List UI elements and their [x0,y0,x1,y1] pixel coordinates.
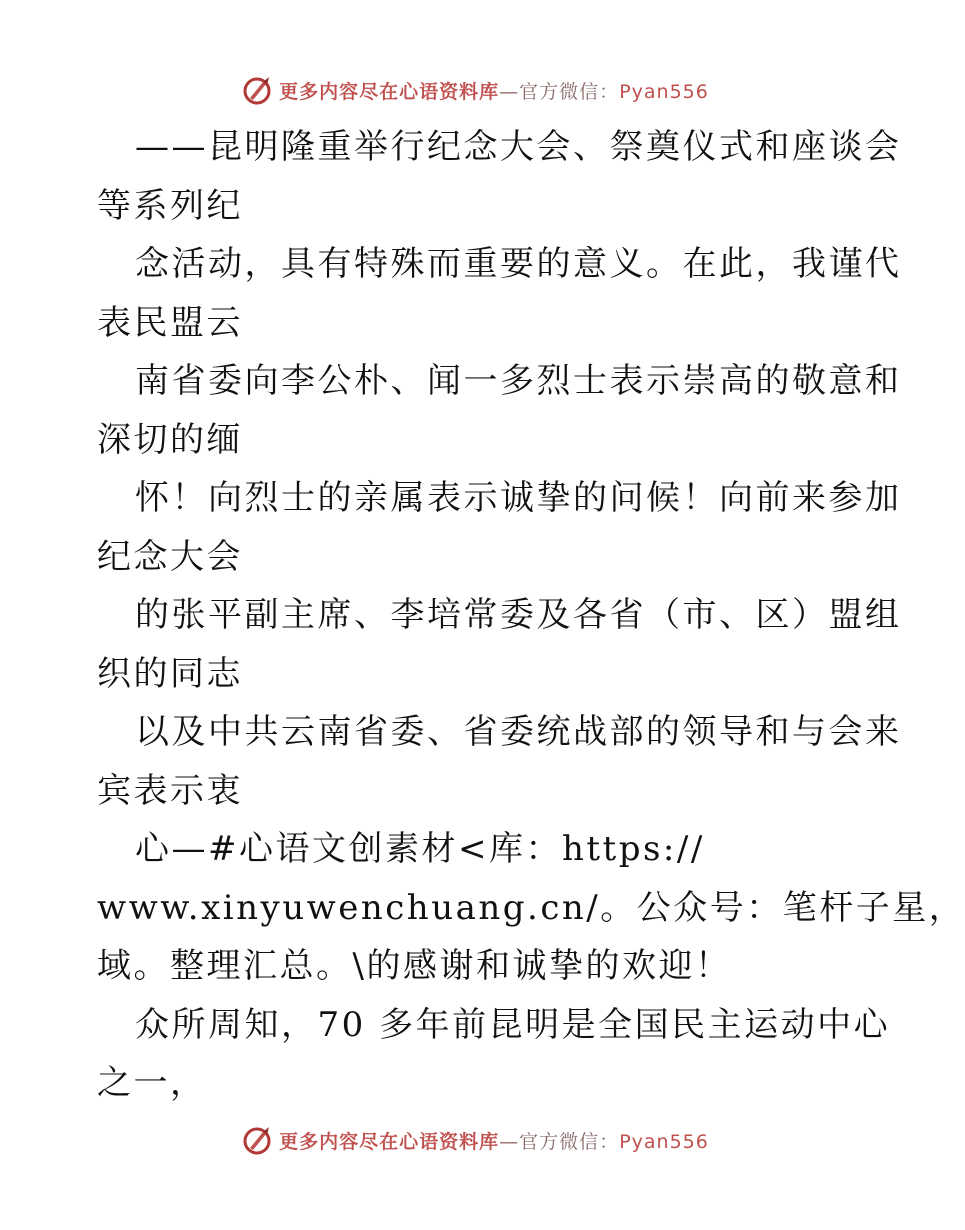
text-line: 之一， [97,1063,207,1103]
banner-main-text: 更多内容尽在心语资料库 [279,1130,500,1153]
text-line: ——昆明隆重举行纪念大会、祭奠仪式和座谈会 [135,127,902,167]
document-body [97,118,965,1113]
quill-logo-icon [241,74,273,106]
banner-wechat-id: Pyan556 [619,1130,709,1153]
text-line: 怀！向烈士的亲属表示诚挚的问候！向前来参加 [135,478,902,518]
text-line: 的张平副主席、李培常委及各省（市、区）盟组 [135,595,902,635]
text-line: 织的同志 [97,653,243,694]
text-line: 南省委向李公朴、闻一多烈士表示崇高的敬意和 [135,361,902,401]
text-line: 域。整理汇总。\的感谢和诚挚的欢迎！ [97,946,732,986]
text-line: 心—#心语文创素材<库：https:// [135,829,705,869]
banner-main-text: 更多内容尽在心语资料库 [279,80,500,103]
text-line: 纪念大会 [97,536,243,577]
banner-wechat-label: 官方微信： [519,80,620,103]
text-line: 念活动，具有特殊而重要的意义。在此，我谨代 [135,244,902,284]
banner-separator: — [499,80,520,103]
banner-separator: — [499,1130,520,1153]
quill-logo-icon [241,1124,273,1156]
banner-wechat-id: Pyan556 [619,80,709,103]
text-line: 众所周知，70 多年前昆明是全国民主运动中心 [135,1004,891,1045]
text-line: 深切的缅 [97,419,243,460]
text-line: 宾表示衷 [97,770,243,811]
text-line: 以及中共云南省委、省委统战部的领导和与会来 [135,712,902,752]
text-line: 等系列纪 [97,185,243,226]
header-watermark-banner [0,70,950,110]
footer-watermark-banner [0,1120,950,1160]
banner-text [279,1127,709,1154]
banner-wechat-label: 官方微信： [519,1130,620,1153]
text-line: www.xinyuwenchuang.cn/。公众号：笔杆子星， [97,887,965,928]
banner-text [279,77,709,104]
text-line: 表民盟云 [97,302,243,343]
